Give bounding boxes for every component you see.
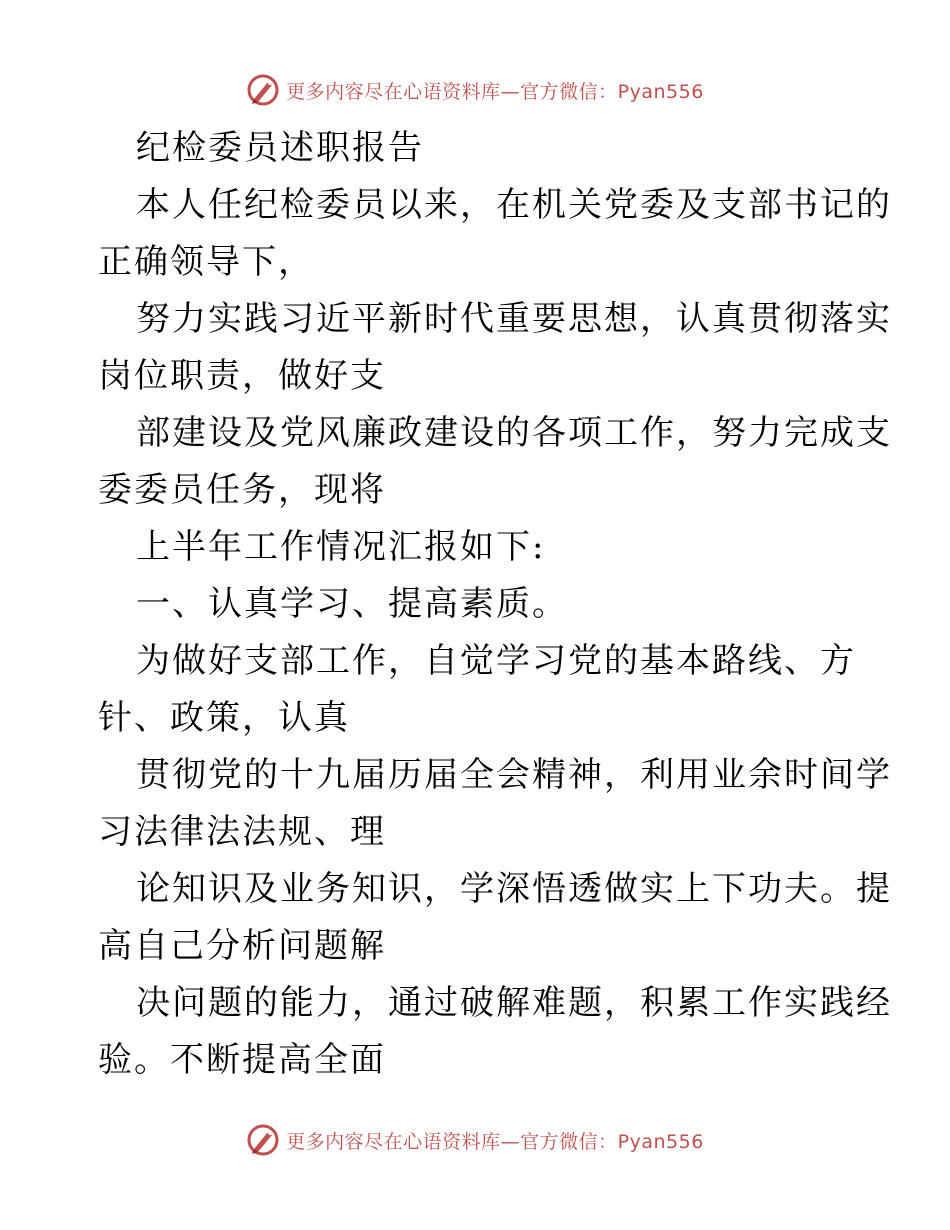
document-line: 验。不断提高全面 [98, 1040, 386, 1080]
document-line: 习法律法法规、理 [98, 812, 386, 852]
pen-logo-icon [246, 1123, 280, 1157]
banner-text: 更多内容尽在心语资料库—官方微信：Pyan556 [286, 1130, 704, 1153]
document-line: 一、认真学习、提高素质。 [136, 584, 568, 624]
document-line: 高自己分析问题解 [98, 926, 386, 966]
document-line: 上半年工作情况汇报如下: [136, 527, 546, 567]
document-line: 决问题的能力，通过破解难题，积累工作实践经 [136, 983, 892, 1023]
document-line: 纪检委员述职报告 [136, 128, 424, 168]
document-line: 本人任纪检委员以来，在机关党委及支部书记的 [136, 185, 892, 225]
document-line: 论知识及业务知识，学深悟透做实上下功夫。提 [136, 869, 892, 909]
footer-banner [0, 1120, 950, 1160]
document-body [98, 120, 892, 1089]
banner-text: 更多内容尽在心语资料库—官方微信：Pyan556 [286, 80, 704, 103]
document-line: 针、政策，认真 [98, 698, 350, 738]
document-line: 委委员任务，现将 [98, 470, 386, 510]
pen-logo-icon [246, 73, 280, 107]
header-banner [0, 70, 950, 110]
document-line: 贯彻党的十九届历届全会精神，利用业余时间学 [136, 755, 892, 795]
document-line: 为做好支部工作，自觉学习党的基本路线、方 [136, 641, 856, 681]
document-line: 部建设及党风廉政建设的各项工作，努力完成支 [136, 413, 892, 453]
document-line: 努力实践习近平新时代重要思想，认真贯彻落实 [136, 299, 892, 339]
document-line: 正确领导下， [98, 242, 314, 282]
document-line: 岗位职责，做好支 [98, 356, 386, 396]
